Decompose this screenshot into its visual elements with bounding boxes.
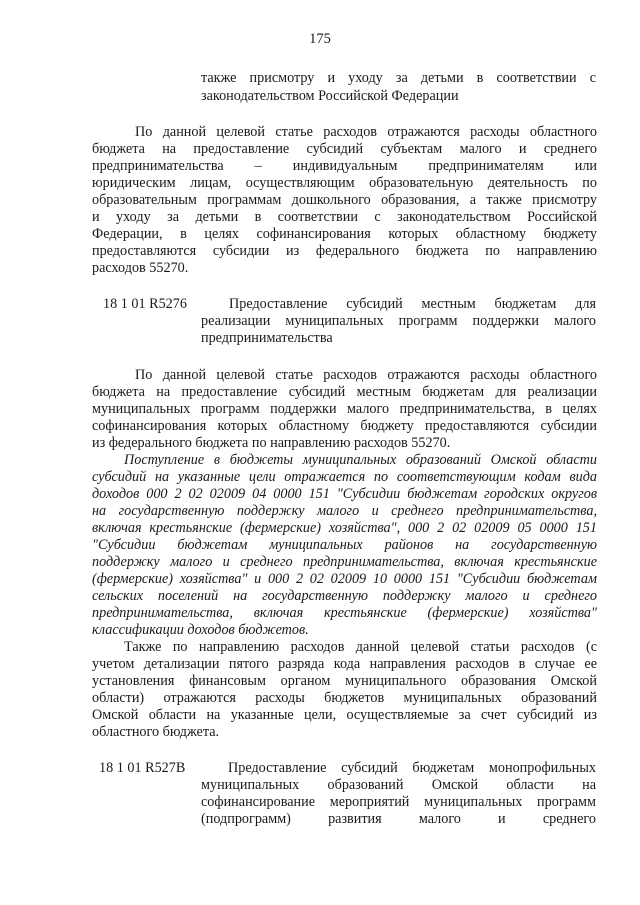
para3-line-5: включая крестьянские (фермерские) хозяйства", 000 2 02 02009 05 0000 151: [92, 520, 597, 536]
para4-line-2: учетом детализации пятого разряда кода направления расходов в случае ее: [92, 656, 597, 672]
para1-line-6: и уходу за детьми в соответствии с законодательством Российской: [92, 209, 597, 225]
para3-line-11: классификации доходов бюджетов.: [92, 622, 309, 638]
para1-line-3: предпринимательства – индивидуальным предпринимателям или: [92, 158, 597, 174]
entry2-code: 18 1 01 R527B: [99, 760, 186, 776]
block1-line-2: законодательством Российской Федерации: [201, 88, 459, 104]
para1-line-1: По данной целевой статье расходов отражаются расходы областного: [135, 124, 597, 140]
entry2-title-line-3: софинансирование мероприятий муниципальных программ: [201, 794, 596, 810]
entry1-title-line-1: Предоставление субсидий местным бюджетам для: [229, 296, 596, 312]
para1-line-8: предоставляются субсидии из федерального бюджета по направлению: [92, 243, 597, 259]
entry2-title-line-4: (подпрограмм) развития малого и среднего: [201, 811, 596, 827]
entry1-title-line-3: предпринимательства: [201, 330, 333, 346]
para3-line-1: Поступление в бюджеты муниципальных образований Омской области: [124, 452, 597, 468]
para1-line-9: расходов 55270.: [92, 260, 189, 276]
para3-line-2: субсидий на указанные цели отражается по соответствующим кодам вида: [92, 469, 597, 485]
para4-line-3: установления финансовым органом муниципального образования Омской: [92, 673, 597, 689]
page-number: 175: [309, 31, 331, 47]
entry1-code: 18 1 01 R5276: [103, 296, 187, 312]
block1-line-1: также присмотру и уходу за детьми в соответствии с: [201, 70, 596, 86]
para2-line-1: По данной целевой статье расходов отражаются расходы областного: [135, 367, 597, 383]
entry2-title-line-2: муниципальных образований Омской области на: [201, 777, 596, 793]
para1-line-4: юридическим лицам, осуществляющим образовательную деятельность по: [92, 175, 597, 191]
para1-line-5: образовательным программам дошкольного образования, а также присмотру: [92, 192, 597, 208]
para3-line-3: доходов 000 2 02 02009 04 0000 151 "Субсидии бюджетам городских округов: [92, 486, 597, 502]
para3-line-9: сельских поселений на государственную поддержку малого и среднего: [92, 588, 597, 604]
para1-line-7: Федерации, в целях софинансирования которых областному бюджету: [92, 226, 597, 242]
para2-line-3: муниципальных программ поддержки малого предпринимательства, в целях: [92, 401, 597, 417]
para3-line-6: "Субсидии бюджетам муниципальных районов на государственную: [92, 537, 597, 553]
entry2-title-line-1: Предоставление субсидий бюджетам монопрофильных: [228, 760, 596, 776]
para3-line-8: (фермерские) хозяйства" и 000 2 02 02009 10 0000 151 "Субсидии бюджетам: [92, 571, 597, 587]
para2-line-5: из федерального бюджета по направлению расходов 55270.: [92, 435, 451, 451]
para2-line-4: софинансирования которых областному бюджету предоставляются субсидии: [92, 418, 597, 434]
para3-line-10: предпринимательства, включая крестьянские (фермерские) хозяйства": [92, 605, 597, 621]
para3-line-7: поддержку малого и среднего предпринимательства, включая крестьянские: [92, 554, 597, 570]
para2-line-2: бюджета на предоставление субсидий местным бюджетам для реализации: [92, 384, 597, 400]
entry1-title-line-2: реализации муниципальных программ поддержки малого: [201, 313, 596, 329]
para4-line-1: Также по направлению расходов данной целевой статьи расходов (с: [124, 639, 597, 655]
para1-line-2: бюджета на предоставление субсидий субъектам малого и среднего: [92, 141, 597, 157]
para3-line-4: на государственную поддержку малого и среднего предпринимательства,: [92, 503, 597, 519]
para4-line-5: Омской области на указанные цели, осуществляемые за счет субсидий из: [92, 707, 597, 723]
para4-line-6: областного бюджета.: [92, 724, 220, 740]
para4-line-4: области) отражаются расходы бюджетов муниципальных образований: [92, 690, 597, 706]
